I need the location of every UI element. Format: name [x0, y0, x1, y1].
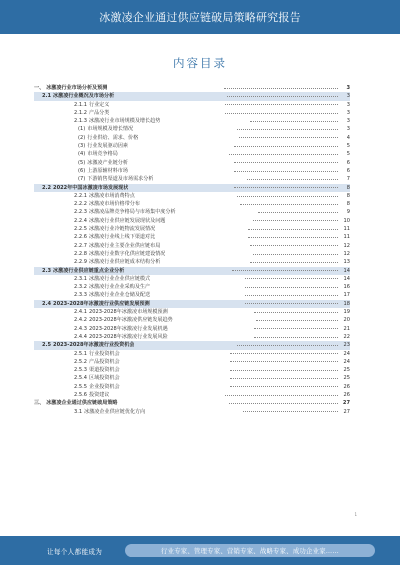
toc-entry[interactable]	[34, 92, 350, 100]
toc-entry-page: 24	[343, 350, 351, 357]
toc-entry-page: 14	[343, 267, 351, 274]
toc-leader-dots	[232, 270, 338, 271]
toc-entry[interactable]	[34, 341, 350, 349]
toc-entry-page: 27	[342, 400, 350, 407]
toc-entry[interactable]	[34, 125, 350, 133]
toc-entry-page: 18	[343, 300, 351, 307]
toc-entry-lead	[34, 399, 227, 407]
toc-entry[interactable]	[34, 325, 350, 333]
toc-entry-number: 2.2.4	[74, 217, 87, 224]
toc-entry-title: 上游原辅材料市场	[87, 167, 128, 174]
toc-entry-page: 19	[343, 309, 351, 316]
toc-entry[interactable]	[34, 208, 350, 216]
toc-leader-dots	[240, 204, 338, 205]
toc-entry[interactable]	[34, 150, 350, 158]
toc-entry[interactable]	[34, 374, 350, 382]
toc-entry-number: 3.1	[74, 408, 83, 415]
toc-leader-dots	[245, 295, 338, 296]
toc-entry-lead	[34, 391, 223, 399]
toc-entry-title: 渠道投资机会	[88, 367, 120, 374]
toc-leader-dots	[237, 345, 338, 346]
toc-entry-title: 冰激凌行业企业仓储及配送	[88, 292, 151, 299]
toc-leader-dots	[225, 104, 338, 105]
toc-entry-number: 2.5.6	[74, 391, 87, 398]
toc-entry-title: 冰激凌行业概况及市场分析	[53, 93, 115, 100]
toc-entry-lead	[34, 291, 243, 299]
toc-entry[interactable]	[34, 308, 350, 316]
toc-entry-lead	[34, 125, 235, 133]
toc-entry-lead	[34, 333, 252, 341]
toc-entry-title: 行业发展驱动因素	[87, 143, 128, 150]
toc-entry-page: 3	[346, 118, 351, 125]
toc-entry-lead	[34, 167, 232, 175]
toc-entry[interactable]	[34, 101, 350, 109]
toc-leader-dots	[230, 386, 338, 387]
toc-entry-number: 2.5.2	[74, 358, 87, 365]
toc-entry-number: (1)	[78, 126, 86, 133]
toc-entry-lead	[34, 92, 225, 100]
toc-entry-page: 7	[346, 176, 351, 183]
footer-label: 让每个人都能成为	[47, 547, 103, 556]
toc-entry-title: 冰激凌行业供应链重点企业分析	[53, 267, 125, 274]
toc-entry[interactable]	[34, 117, 350, 125]
toc-entry-page: 6	[346, 167, 351, 174]
toc-leader-dots	[250, 121, 338, 122]
toc-entry-page: 9	[346, 209, 351, 216]
toc-entry-lead	[34, 275, 243, 283]
toc-entry-lead	[34, 316, 254, 324]
toc-entry-lead	[34, 408, 241, 416]
toc-entry-lead	[34, 233, 246, 241]
toc-leader-dots	[254, 312, 338, 313]
toc-entry[interactable]	[34, 258, 350, 266]
toc-leader-dots	[248, 237, 338, 238]
toc-entry-lead	[34, 383, 228, 391]
toc-entry-number: 2.4.2	[74, 317, 87, 324]
toc-entry-number: 2.4.3	[74, 325, 87, 332]
toc-entry[interactable]	[34, 350, 350, 358]
toc-entry-page: 3	[346, 109, 351, 116]
toc-entry-page: 26	[343, 383, 351, 390]
toc-entry-title: 行业供给、需求、价格	[87, 134, 139, 141]
toc-leader-dots	[229, 403, 338, 404]
toc-entry-lead	[34, 258, 248, 266]
toc-entry-lead	[34, 341, 235, 349]
report-header	[0, 0, 400, 34]
toc-entry-title: 冰激凌行业线上线下渠道对比	[88, 234, 156, 241]
toc-entry-title: 市场竞争格局	[87, 151, 118, 158]
footer-slogan: 行业专家、管理专家、营销专家、战略专家、成功企业家……	[161, 547, 339, 555]
toc-entry-lead	[34, 374, 228, 382]
toc-entry-page: 5	[346, 143, 351, 150]
toc-entry-page: 24	[343, 358, 351, 365]
toc-entry-page: 25	[343, 367, 351, 374]
toc-heading: 内容目录	[173, 56, 227, 70]
toc-entry-page: 8	[346, 201, 351, 208]
toc-leader-dots	[234, 187, 338, 188]
toc-entry-title: 2023-2028年冰激凌行业发展机遇	[88, 325, 168, 332]
toc-entry-page: 23	[343, 342, 350, 349]
toc-entry-lead	[34, 159, 232, 167]
toc-entry[interactable]	[34, 134, 350, 142]
toc-entry-title: 冰激凌行业市场分析及预测	[46, 85, 108, 91]
report-footer	[0, 536, 400, 565]
toc-entry-title: 冰激凌行业主要企业供应链布局	[88, 242, 161, 249]
toc-entry-number: (2)	[78, 134, 86, 141]
toc-entry-title: 冰激凌行业冷链物流发展情况	[88, 226, 156, 233]
toc-entry[interactable]	[34, 366, 350, 374]
toc-entry-lead	[34, 308, 252, 316]
toc-entry-number: 2.2.1	[74, 192, 87, 199]
toc-leader-dots	[250, 245, 338, 246]
toc-leader-dots	[230, 353, 338, 354]
toc-entry-title: 冰激凌企业通过供应链破局策略	[46, 400, 118, 407]
toc-entry-title: 产品分类	[88, 109, 110, 116]
toc-entry-number: (5)	[78, 159, 86, 166]
toc-entry-title: 企业投资机会	[88, 383, 120, 390]
toc-leader-dots	[245, 303, 338, 304]
toc-entry-title: 冰激凌产业链分析	[87, 159, 128, 166]
toc-entry[interactable]	[34, 300, 350, 308]
toc-leader-dots	[230, 370, 338, 371]
toc-entry[interactable]	[34, 225, 350, 233]
toc-entry[interactable]	[34, 291, 350, 299]
toc-entry-title: 投资建议	[88, 391, 110, 398]
toc-leader-dots	[225, 395, 338, 396]
toc-entry-number: 2.1.3	[74, 118, 87, 125]
toc-entry-title: 冰激凌行业市场规模及增长趋势	[88, 118, 161, 125]
toc-entry-number: (4)	[78, 151, 86, 158]
toc-entry[interactable]	[34, 399, 350, 407]
toc-entry-page: 4	[346, 134, 351, 141]
toc-entry[interactable]	[34, 316, 350, 324]
toc-entry-title: 区域投资机会	[88, 375, 120, 382]
toc-entry-lead	[34, 192, 235, 200]
toc-entry[interactable]	[34, 175, 350, 183]
toc-entry-lead	[34, 208, 256, 216]
toc-entry-page: 14	[343, 275, 351, 282]
toc-entry-number: 一、	[34, 85, 45, 91]
toc-entry-page: 8	[346, 192, 351, 199]
toc-entry-page: 20	[343, 317, 351, 324]
toc-entry-title: 下游销售渠道及市场需求分析	[87, 176, 154, 183]
toc-entry-lead	[34, 109, 223, 117]
toc-entry-lead	[34, 200, 238, 208]
toc-entry[interactable]	[34, 267, 350, 275]
toc-entry-title: 2022年中国冰激凌市场发展现状	[53, 184, 129, 191]
toc-leader-dots	[254, 328, 338, 329]
toc-entry[interactable]	[34, 242, 350, 250]
toc-entry[interactable]	[34, 200, 350, 208]
table-of-contents	[34, 84, 350, 416]
toc-entry-lead	[34, 358, 228, 366]
toc-entry-lead	[34, 117, 248, 125]
toc-entry-lead	[34, 283, 243, 291]
toc-entry-page: 17	[343, 292, 351, 299]
toc-entry-title: 冰激凌行业供应链发展现状及问题	[88, 217, 166, 224]
toc-entry-page: 25	[343, 375, 351, 382]
toc-entry[interactable]	[34, 192, 350, 200]
toc-leader-dots	[258, 212, 338, 213]
toc-entry-lead	[34, 242, 248, 250]
toc-entry-number: 2.5.4	[74, 375, 87, 382]
toc-leader-dots	[237, 196, 338, 197]
toc-entry-title: 市场规模及增长情况	[87, 126, 134, 133]
toc-entry-lead	[34, 134, 237, 142]
toc-leader-dots	[230, 361, 338, 362]
toc-entry[interactable]	[34, 159, 350, 167]
toc-entry-title: 冰激凌行业企业供应链模式	[88, 275, 151, 282]
toc-entry-number: 2.3	[42, 267, 52, 274]
toc-entry-number: 2.5.3	[74, 367, 87, 374]
toc-entry-title: 2023-2028年冰激凌行业供应链发展预测	[53, 300, 150, 307]
toc-leader-dots	[224, 88, 338, 89]
toc-leader-dots	[256, 320, 338, 321]
toc-entry-page: 8	[346, 184, 350, 191]
toc-entry[interactable]	[34, 233, 350, 241]
toc-entry[interactable]	[34, 275, 350, 283]
toc-leader-dots	[237, 129, 338, 130]
toc-entry-title: 2023-2028年冰激凌供应链发展趋势	[88, 317, 173, 324]
toc-leader-dots	[243, 411, 338, 412]
toc-entry-page: 3	[346, 126, 351, 133]
toc-entry[interactable]	[34, 184, 350, 192]
toc-entry-page: 27	[343, 408, 350, 415]
toc-entry-lead	[34, 217, 251, 225]
toc-entry[interactable]	[34, 217, 350, 225]
toc-entry[interactable]	[34, 391, 350, 399]
toc-entry-page: 22	[343, 333, 351, 340]
toc-leader-dots	[248, 229, 338, 230]
toc-entry-title: 冰激凌企业供应链优化方向	[84, 408, 146, 415]
toc-leader-dots	[234, 162, 338, 163]
toc-entry-number: 2.5.5	[74, 383, 87, 390]
toc-entry-page: 26	[343, 391, 351, 398]
toc-leader-dots	[230, 378, 338, 379]
toc-entry-title: 行业定义	[88, 101, 110, 108]
toc-leader-dots	[245, 287, 338, 288]
toc-entry-page: 12	[343, 250, 351, 257]
toc-entry-number: 2.2	[42, 184, 52, 191]
toc-leader-dots	[225, 113, 338, 114]
toc-leader-dots	[254, 337, 338, 338]
toc-entry-page: 3	[346, 101, 351, 108]
toc-entry-lead	[34, 267, 230, 275]
toc-entry-title: 2023-2028年冰激凌行业发展风险	[88, 333, 168, 340]
toc-entry-title: 2023-2028年冰激凌市场规模预测	[88, 309, 168, 316]
toc-entry-page: 13	[343, 259, 351, 266]
toc-entry-title: 产品投资机会	[88, 358, 120, 365]
report-title: 冰激凌企业通过供应链破局策略研究报告	[99, 11, 301, 24]
toc-leader-dots	[247, 179, 338, 180]
toc-leader-dots	[253, 254, 338, 255]
toc-entry-title: 2023-2028年冰激凌行业投资机会	[53, 342, 135, 349]
toc-entry-title: 冰激凌行业企业采购及生产	[88, 284, 151, 291]
toc-entry-page: 3	[346, 85, 350, 91]
toc-entry-lead	[34, 150, 227, 158]
toc-entry-lead	[34, 175, 245, 183]
toc-entry[interactable]	[34, 383, 350, 391]
toc-entry-page: 5	[346, 151, 351, 158]
toc-entry-number: 2.2.6	[74, 234, 87, 241]
toc-entry-number: 2.4.1	[74, 309, 87, 316]
toc-entry-lead	[34, 84, 222, 92]
toc-entry-page: 12	[343, 242, 351, 249]
toc-entry-lead	[34, 250, 251, 258]
toc-entry-number: 2.1.2	[74, 109, 87, 116]
toc-entry[interactable]	[34, 84, 350, 92]
toc-entry-page: 10	[343, 217, 351, 224]
toc-entry-title: 冰激凌行业供应链成本结构分析	[88, 259, 161, 266]
toc-entry[interactable]	[34, 109, 350, 117]
toc-entry-lead	[34, 366, 228, 374]
toc-entry-lead	[34, 300, 243, 308]
toc-entry-page: 11	[343, 226, 351, 233]
toc-entry-lead	[34, 101, 223, 109]
toc-entry-lead	[34, 184, 232, 192]
toc-entry-title: 冰激凌行业数字化供应链建设情况	[88, 250, 166, 257]
toc-entry[interactable]	[34, 250, 350, 258]
toc-entry-number: 2.1.1	[74, 101, 87, 108]
toc-entry-page: 3	[346, 93, 351, 100]
toc-entry-page: 16	[343, 284, 351, 291]
toc-entry-lead	[34, 325, 252, 333]
toc-entry[interactable]	[34, 142, 350, 150]
toc-entry-number: 2.2.7	[74, 242, 87, 249]
toc-leader-dots	[234, 171, 338, 172]
toc-entry-number: 2.2.9	[74, 259, 87, 266]
toc-leader-dots	[253, 220, 338, 221]
toc-entry-number: 2.4.4	[74, 333, 87, 340]
toc-entry-page: 6	[346, 159, 351, 166]
toc-entry-title: 冰激凌市场价格带分布	[88, 201, 140, 208]
toc-entry-number: 2.4	[42, 300, 52, 307]
toc-entry-title: 冰激凌市场消费特点	[88, 192, 135, 199]
toc-entry-lead	[34, 350, 228, 358]
toc-entry-number: 2.2.8	[74, 250, 87, 257]
toc-entry-number: 三、	[34, 400, 45, 407]
toc-leader-dots	[229, 154, 338, 155]
toc-entry-number: 2.3.3	[74, 292, 87, 299]
toc-entry[interactable]	[34, 333, 350, 341]
toc-entry-number: (3)	[78, 143, 86, 150]
toc-entry-page: 11	[343, 234, 351, 241]
toc-entry-title: 冰激凌品牌竞争格局与市场集中度分析	[88, 209, 176, 216]
toc-entry-number: (7)	[78, 176, 86, 183]
toc-leader-dots	[227, 96, 338, 97]
toc-entry-page: 21	[343, 325, 351, 332]
toc-entry-lead	[34, 142, 232, 150]
toc-entry-number: 2.2.3	[74, 209, 87, 216]
toc-leader-dots	[239, 137, 338, 138]
toc-entry[interactable]	[34, 167, 350, 175]
page-number: 1	[354, 512, 357, 517]
toc-entry[interactable]	[34, 358, 350, 366]
toc-entry[interactable]	[34, 408, 350, 416]
toc-entry[interactable]	[34, 283, 350, 291]
toc-entry-lead	[34, 225, 246, 233]
toc-entry-number: 2.2.2	[74, 201, 87, 208]
toc-leader-dots	[245, 278, 338, 279]
toc-leader-dots	[250, 262, 338, 263]
toc-entry-title: 行业投资机会	[88, 350, 120, 357]
toc-leader-dots	[234, 146, 338, 147]
toc-entry-number: (6)	[78, 167, 86, 174]
toc-entry-number: 2.5.1	[74, 350, 87, 357]
toc-entry-number: 2.2.5	[74, 226, 87, 233]
footer-slogan-bar	[125, 544, 375, 557]
toc-entry-number: 2.1	[42, 93, 52, 100]
toc-entry-number: 2.5	[42, 342, 52, 349]
toc-entry-number: 2.3.2	[74, 284, 87, 291]
toc-entry-number: 2.3.1	[74, 275, 87, 282]
